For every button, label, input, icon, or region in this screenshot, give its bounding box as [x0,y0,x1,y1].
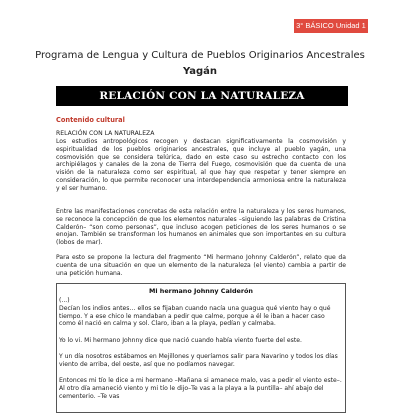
content-subtitle: RELACIÓN CON LA NATURALEZA [56,130,155,137]
content-paragraph-2: Entre las manifestaciones concretas de esta relación entre la naturaleza y los seres humanos, se reconoce la concepción de que los elementos naturales –siguiendo las palabras de Cristina Calderón– “son como personas”, que incluso acogen peticiones de los seres humanos o se enojan. También se transforman los humanos en animales que son importantes en su cultura (lobos de mar). [56,208,346,247]
story-paragraph-2: Yo lo vi. Mi hermano Johnny dice que nació cuando había viento fuerte del este. [59,337,302,344]
program-title: Programa de Lengua y Cultura de Pueblos Originarios Ancestrales [35,50,365,61]
content-paragraph-3: Para esto se propone la lectura del fragmento “Mi hermano Johnny Calderón”, relato que da cuenta de una situación en que un elemento de la naturaleza (el viento) cambia a partir de una petición humana. [56,254,346,277]
language-title: Yagán [182,66,218,77]
content-paragraph-1: Los estudios antropológicos recogen y destacan significativamente la cosmovisión y espiritualidad de los pueblos originarios ancestrales, que incluye al pueblo yagán, una cosmovisión que se considera telúrica, dado en este caso su estrecho contacto con los archipiélagos y canales de la zona de Tierra del Fuego, cosmovisión que da cuenta de una visión de la naturaleza como ser espiritual, al que hay que respetar y tener siempre en consideración, lo que permite reconocer una interdependencia armoniosa entre la naturaleza y el ser humano. [56,138,346,192]
section-label: Contenido cultural [56,116,125,124]
story-paragraph-4: Entonces mi tío le dice a mi hermano –Mañana si amanece malo, vas a pedir el viento este–. Al otro día amaneció viento y mi tío le dijo–Te vas a la playa a la puntilla– ahí abajo del cementerio. –Te vas [59,377,342,400]
grade-unit-badge: 3° BÁSICO Unidad 1 [294,19,368,33]
story-title: Mi hermano Johnny Calderón [149,287,253,295]
story-paragraph-3: Y un día nosotros estábamos en Mejillones y queríamos salir para Navarino y todos los días viento de arriba, del oeste, así que no podíamos navegar. [59,353,338,368]
story-paragraph-1: (...) Decían los indios antes… ellos se fijaban cuando nacía una guagua qué viento hay o qué tiempo. Y a ese chico le mandaban a pedir que calme, porque a él le iban a hacer caso como él nació en calma y sol. Claro, iban a la playa, pedían y calmaba. [59,297,331,328]
page-title: RELACIÓN CON LA NATURALEZA [56,86,348,106]
